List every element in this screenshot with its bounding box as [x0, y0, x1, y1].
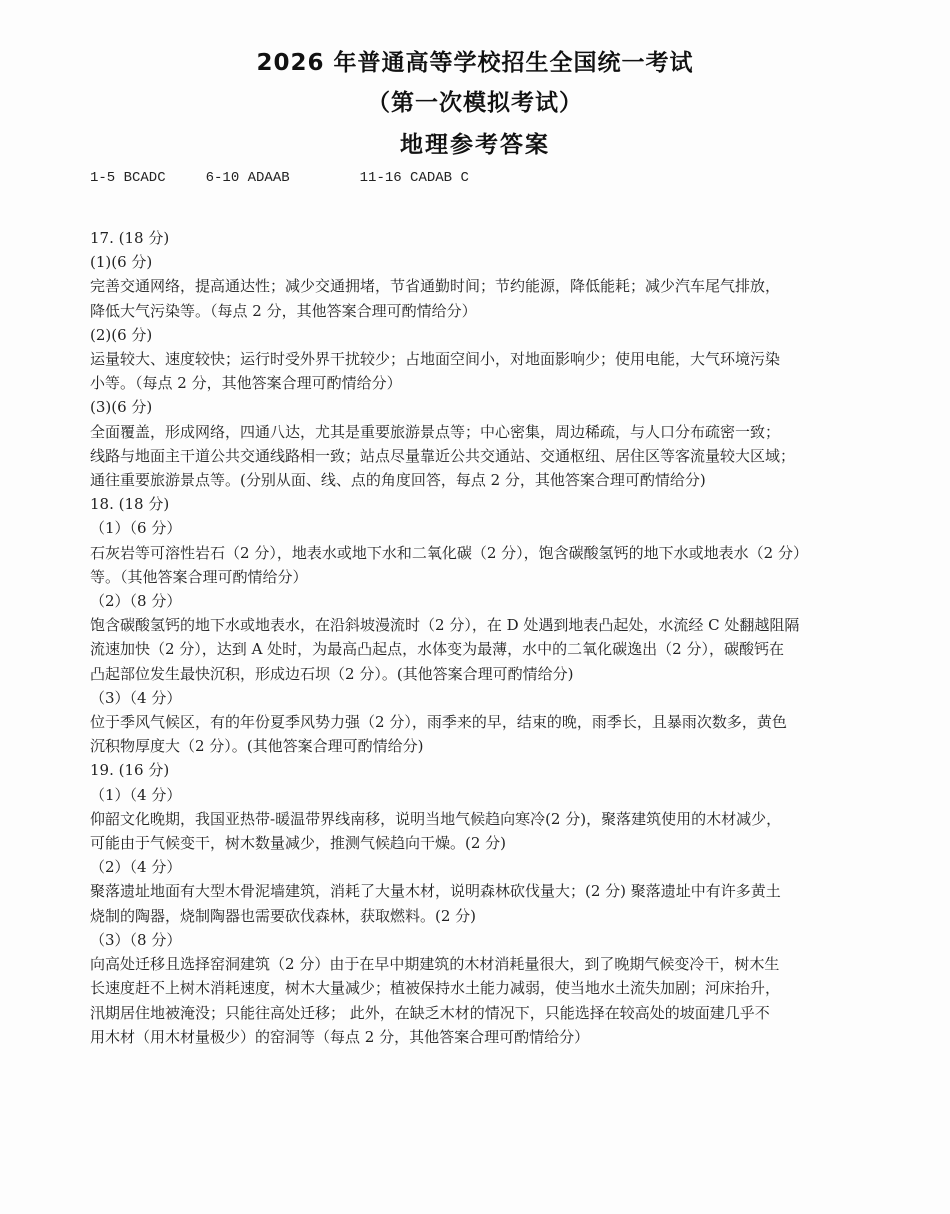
question-17: [90, 226, 870, 492]
answer-line: 位于季风气候区，有的年份夏季风势力强（2 分），雨季来的早，结束的晚，雨季长，且暴雨次数多，黄色: [90, 713, 787, 732]
question-19: [90, 758, 870, 1048]
choice-group-2: 6-10 ADAAB: [205, 170, 290, 186]
answer-line: 完善交通网络，提高通达性；减少交通拥堵，节省通勤时间；节约能源，降低能耗；减少汽车尾气排放，: [90, 277, 781, 296]
sub-question-label: (3)(6 分): [90, 398, 153, 417]
sub-question-label: （1）（6 分）: [90, 519, 182, 538]
sub-question-label: （3）（4 分）: [90, 688, 182, 707]
exam-title: 2026 年普通高等学校招生全国统一考试: [256, 50, 694, 76]
answer-line: 沉积物厚度大（2 分）。(其他答案合理可酌情给分): [90, 737, 424, 756]
answer-line: 饱含碳酸氢钙的地下水或地表水，在沿斜坡漫流时（2 分），在 D 处遇到地表凸起处，水流经 C 处翻越阻隔: [90, 616, 800, 635]
answer-line: 等。（其他答案合理可酌情给分）: [90, 567, 308, 586]
sub-question-label: （2）（8 分）: [90, 592, 182, 611]
question-18: [90, 492, 870, 758]
exam-subtitle: （第一次模拟考试）: [367, 90, 583, 116]
question-heading: 19. (16 分): [90, 761, 170, 780]
answer-line: 凸起部位发生最快沉积，形成边石坝（2 分）。(其他答案合理可酌情给分): [90, 664, 574, 683]
answer-line: 全面覆盖，形成网络，四通八达，尤其是重要旅游景点等；中心密集，周边稀疏，与人口分布疏密一致；: [90, 422, 781, 441]
sub-question-label: （2）（4 分）: [90, 858, 182, 877]
answer-line: 通往重要旅游景点等。(分别从面、线、点的角度回答，每点 2 分，其他答案合理可酌情给分): [90, 471, 706, 490]
choice-answers: [90, 170, 509, 186]
answer-line: 向高处迁移且选择窑洞建筑（2 分）由于在早中期建筑的木材消耗量很大，到了晚期气候变冷干，树木生: [90, 955, 780, 974]
question-heading: 18. (18 分): [90, 495, 170, 514]
answer-line: 仰韶文化晚期，我国亚热带-暖温带界线南移，说明当地气候趋向寒冷(2 分)，聚落建筑使用的木材减少，: [90, 809, 782, 828]
choice-group-3: 11-16 CADAB C: [359, 170, 469, 186]
sub-question-label: （1）（4 分）: [90, 785, 182, 804]
answer-line: 用木材（用木材量极少）的窑洞等（每点 2 分，其他答案合理可酌情给分）: [90, 1027, 590, 1046]
answer-line: 石灰岩等可溶性岩石（2 分），地表水或地下水和二氧化碳（2 分），饱含碳酸氢钙的地下水或地表水（2 分）: [90, 543, 808, 562]
answer-key-title: 地理参考答案: [400, 132, 550, 158]
sub-question-label: (1)(6 分): [90, 253, 153, 272]
answer-line: 降低大气污染等。（每点 2 分，其他答案合理可酌情给分）: [90, 301, 477, 320]
answer-content: [90, 226, 870, 1049]
answer-line: 烧制的陶器，烧制陶器也需要砍伐森林，获取燃料。(2 分): [90, 906, 477, 925]
answer-line: 小等。（每点 2 分，其他答案合理可酌情给分）: [90, 374, 402, 393]
question-heading: 17. (18 分): [90, 229, 170, 247]
sub-question-label: (2)(6 分): [90, 325, 153, 344]
choice-group-1: 1-5 BCADC: [90, 170, 166, 186]
answer-line: 长速度赶不上树木消耗速度，树木大量减少；植被保持水土能力减弱，使当地水土流失加剧；河床抬升，: [90, 979, 781, 998]
answer-line: 汛期居住地被淹没；只能往高处迁移； 此外，在缺乏木材的情况下，只能选择在较高处的坡面建几乎不: [90, 1003, 770, 1022]
answer-line: 运量较大、速度较快；运行时受外界干扰较少；占地面空间小，对地面影响少；使用电能，大气环境污染: [90, 350, 781, 369]
answer-line: 可能由于气候变干，树木数量减少，推测气候趋向干燥。(2 分): [90, 834, 507, 853]
answer-line: 线路与地面主干道公共交通线路相一致；站点尽量靠近公共交通站、交通枢纽、居住区等客流量较大区域；: [90, 446, 796, 465]
answer-line: 聚落遗址地面有大型木骨泥墙建筑，消耗了大量木材，说明森林砍伐量大；(2 分) 聚落遗址中有许多黄土: [90, 882, 781, 901]
answer-line: 流速加快（2 分），达到 A 处时，为最高凸起点，水体变为最薄，水中的二氧化碳逸出（2 分），碳酸钙在: [90, 640, 784, 659]
sub-question-label: （3）（8 分）: [90, 930, 182, 949]
